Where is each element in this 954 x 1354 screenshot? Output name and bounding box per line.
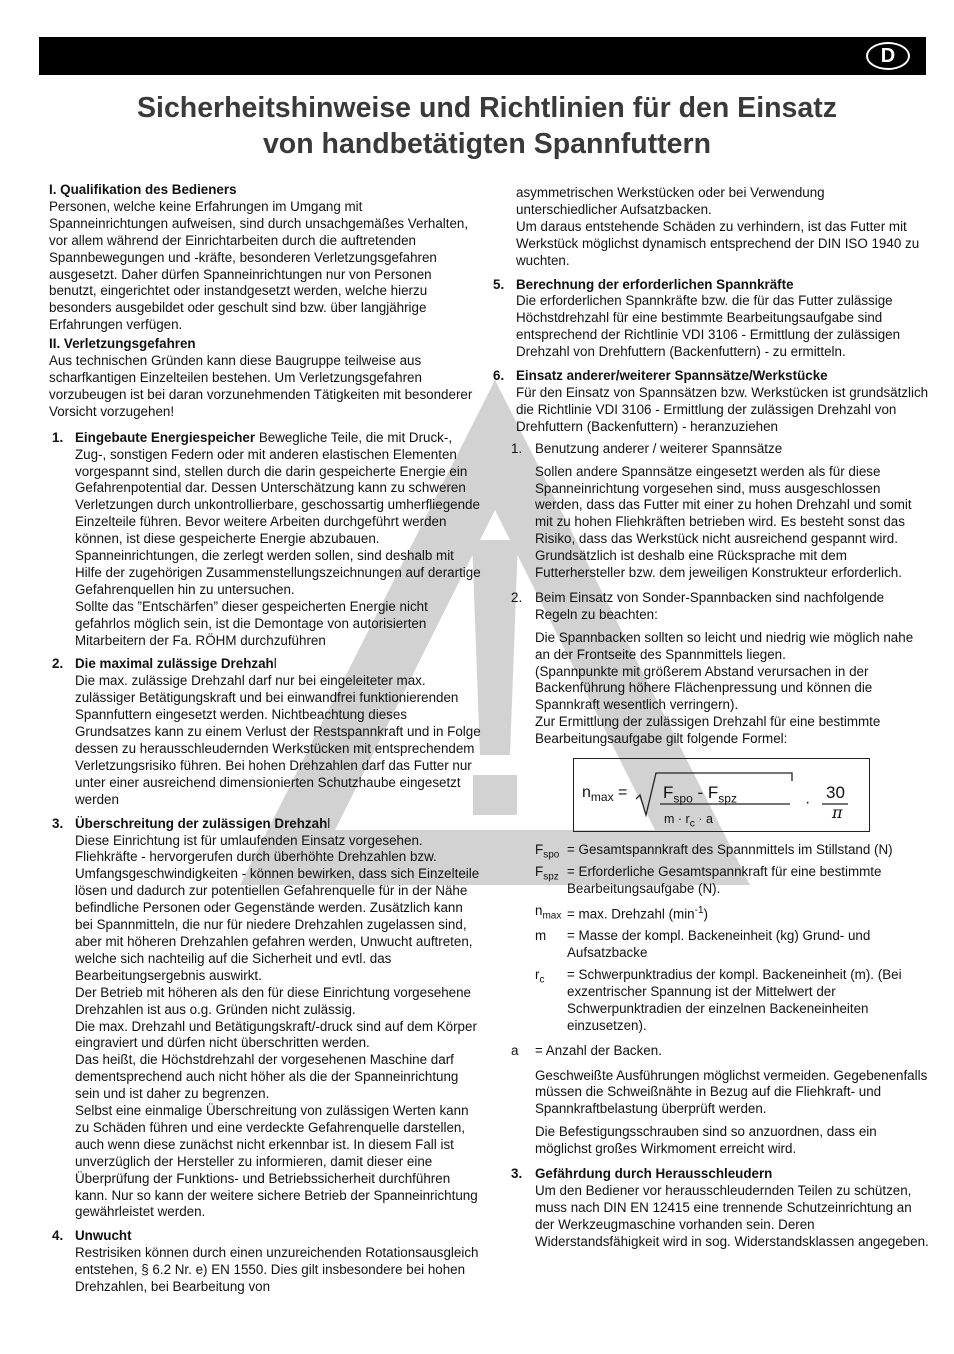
formula-legend <box>493 842 929 1035</box>
page-title <box>80 90 894 162</box>
item-heading: Berechnung der erforderlichen Spannkräfte <box>516 276 794 292</box>
legend-symbol: $F_{spo}$ <box>535 842 560 861</box>
screw-note <box>493 1124 929 1158</box>
item-text: Diese Einrichtung ist für umlaufenden Einsatz vorgesehen. Fliehkräfte - hervorgerufen durch überhöhte Drehzahlen bzw. Umfangsgeschwindigkeiten - können bewirken, dass sich Einzelteile lösen und dadurch zur potentiellen Gefahrenquelle für in der Nähe befindliche Personen oder Gegenstände werden. Zusätzlich kann bei Spannmitteln, die nur für niedere Drehzahlen zugelassen sind, aber mit höheren Drehzahlen gefahren werden, Unwucht auftreten, welche sich nachteilig auf die Sicherheit und evtl. das Bearbeitungsergebnis auswirkt. <box>75 832 480 983</box>
subitem-heading: Beim Einsatz von Sonder-Spannbacken sind nachfolgende Regeln zu beachten: <box>535 589 885 622</box>
legend-entry <box>493 903 929 923</box>
legend-symbol: $n_{max}$ <box>535 902 562 922</box>
item-heading-end: l <box>273 656 277 672</box>
screw-text: Die Befestigungsschrauben sind so anzuordnen, dass ein möglichst großes Wirkmoment erreicht wird. <box>535 1124 877 1157</box>
formula-multiply: · <box>805 794 811 812</box>
item-energy-storage <box>49 430 481 650</box>
subitem-number: 2. <box>511 589 523 605</box>
welding-note <box>493 1068 929 1119</box>
item-number: 3. <box>52 815 64 831</box>
item-clamping-forces <box>493 277 929 362</box>
item-text: Für den Einsatz von Spannsätzen bzw. Werkstücken ist grundsätzlich die Richtlinie VDI 3106 - Ermittlung der zulässigen Drehzahl von Drehfuttern (Backenfuttern) - heranzuziehen <box>516 384 929 434</box>
legend-entry <box>493 967 929 1035</box>
legend-description: = Schwerpunktradius der kompl. Backeneinheit (m). (Bei exzentrischer Spannung ist der Mittelwert der Schwerpunktradien der einzelnen Backeneinheiten einzusetzen). <box>567 967 902 1033</box>
item-text-3: Die max. Drehzahl und Betätigungskraft/-druck sind auf dem Körper eingraviert und dürfen nicht überschritten werden. <box>75 1018 477 1051</box>
section-2-text: Aus technischen Gründen kann diese Baugruppe teilweise aus scharfkantigen Einzelteilen bestehen. Um Verletzungsgefahren vorzubeugen ist bei daran vorzunehmenden Tätigkeiten mit besonderer Vorsicht vorzugehen! <box>49 353 473 419</box>
speed-formula-box <box>573 758 870 832</box>
formula-lhs: $n_{max}$ = <box>582 784 628 805</box>
legend-description: = Gesamtspannkraft des Spannmittels im Stillstand (N) <box>567 842 893 858</box>
item-text: Die erforderlichen Spannkräfte bzw. die für das Futter zulässige Höchstdrehzahl für eine bestimmte Bearbeitungsaufgabe sind entsprechend der Richtlinie VDI 3106 - Ermittlung der zulässigen Drehzahl von Drehfuttern (Backenfuttern) - zu ermitteln. <box>516 293 901 360</box>
subitem-text: Um den Bediener vor herausschleudernden Teilen zu schützen, muss nach DIN EN 12415 eine trennende Schutzeinrichtung an der Werkzeugmaschine vorhanden sein. Deren Widerstandsfähigkeit wird in sog. Widerstandsklassen angegeben. <box>535 1182 929 1249</box>
continued-text-2: Um daraus entstehende Schäden zu verhindern, ist das Futter mit Werkstück möglichst dynamisch entsprechend der DIN ISO 1940 zu wuchten. <box>516 218 920 268</box>
formula-pi: π <box>832 803 843 823</box>
legend-description: = max. Drehzahl $(\min^{-1})$ <box>567 904 708 922</box>
item-text: Restrisiken können durch einen unzureichenden Rotationsausgleich entstehen, § 6.2 Nr. e) EN 1550. Dies gilt insbesondere bei hohen Drehzahlen, bei Bearbeitung von <box>75 1245 479 1295</box>
header-bar <box>39 37 926 75</box>
formula-denominator: $m \cdot r_c \cdot a$ <box>664 812 713 830</box>
legend-description: = Anzahl der Backen. <box>535 1042 662 1058</box>
item-number: 4. <box>52 1228 64 1244</box>
subitem-body <box>493 464 929 582</box>
item-max-speed <box>49 656 481 808</box>
section-1-heading: I. Qualifikation des Bedieners <box>49 182 237 197</box>
subitem-ejection-hazard <box>493 1166 929 1251</box>
item-number: 5. <box>493 276 505 292</box>
language-badge: D <box>866 42 910 70</box>
item-text-4: Das heißt, die Höchstdrehzahl der vorgesehenen Maschine darf dementsprechend auch nicht höher als die der Spanneinrichtung sein und ist daher zu begrenzen. <box>75 1052 459 1102</box>
item-text-2: Sollte das ”Entschärfen” dieser gespeicherten Energie nicht gefahrlos möglich sein, ist die Demontage von autorisierten Mitarbeitern der Fa. RÖHM durchzuführen <box>75 598 428 648</box>
legend-symbol: m <box>535 928 547 944</box>
continued-text: asymmetrischen Werkstücken oder bei Verwendung unterschiedlicher Aufsatzbacken. <box>516 185 825 217</box>
formula-constant: 30 <box>826 783 845 803</box>
formula-numerator: $F_{spo} - F_{spz}$ <box>663 783 737 806</box>
legend-entry <box>493 928 929 962</box>
item-number: 2. <box>52 656 64 672</box>
item-imbalance-continued <box>493 185 929 270</box>
legend-jaw-count <box>493 1043 929 1060</box>
subitem-text-2: Grundsätzlich ist deshalb eine Rücksprache mit dem Futterhersteller bzw. dem jeweiligen Konstrukteur erforderlich. <box>535 548 902 581</box>
legend-symbol: a <box>511 1042 519 1058</box>
item-heading: Die maximal zulässige Drehzah <box>75 656 274 672</box>
left-column <box>49 182 481 1296</box>
subitem-other-jaw-sets <box>493 441 929 458</box>
subitem-number: 3. <box>511 1166 523 1182</box>
item-overspeed <box>49 816 481 1222</box>
legend-symbol: $r_c$ <box>535 967 545 986</box>
item-number: 1. <box>52 429 64 445</box>
item-imbalance <box>49 1228 481 1296</box>
subitem-text: Sollen andere Spannsätze eingesetzt werden als für diese Spanneinrichtung vorgesehen sind, muss ausgeschlossen werden, dass das Futter mit einer zu hohen Drehzahl und somit mit zu hohen Fliehkräften betrieben wird. Es besteht sonst das Risiko, dass das Werkstück nicht ausreichend gespannt wird. <box>535 463 912 547</box>
legend-symbol: $F_{spz}$ <box>535 864 559 883</box>
subitem-text: Die Spannbacken sollten so leicht und niedrig wie möglich nahe an der Frontseite des Spannmittels liegen. <box>535 629 914 662</box>
legend-description: = Masse der kompl. Backeneinheit (kg) Grund- und Aufsatzbacke <box>567 928 871 961</box>
item-heading: Einsatz anderer/weiterer Spannsätze/Werkstücke <box>516 368 828 384</box>
item-text-2: Der Betrieb mit höheren als den für diese Einrichtung vorgesehene Drehzahlen ist aus o.g. Gründen nicht zulässig. <box>75 984 471 1017</box>
item-heading-end: l <box>327 815 331 831</box>
section-1-text: Personen, welche keine Erfahrungen im Umgang mit Spanneinrichtungen aufweisen, sind durch unsachgemäßes Verhalten, vor allem während der Einrichtarbeiten durch die auftretenden Spannbewegungen und -kräfte, besonderen Verletzungsgefahren ausgesetzt. Daher dürfen Spanneinrichtungen nur von Personen benutzt, eingerichtet oder instandgesetzt werden, welche hierzu besonders ausgebildet oder geschult sind bzw. über langjährige Erfahrungen verfügen. <box>49 198 469 333</box>
item-other-jaw-sets <box>493 368 929 436</box>
subitem-body <box>493 630 929 748</box>
subitem-text-3: Zur Ermittlung der zulässigen Drehzahl für eine bestimmte Bearbeitungsaufgabe gilt folgende Formel: <box>535 714 881 747</box>
item-text-5: Selbst eine einmalige Überschreitung von zulässigen Werten kann zu Schäden führen und eine verdeckte Gefahrenquelle darstellen, auch wenn diese zunächst nicht erkennbar ist. In diesem Fall ist unverzüglich der Hersteller zu informieren, damit dieser eine Überprüfung der Funktions- und Betriebssicherheit durchführen kann. Nur so kann der weitere sichere Betrieb der Spanneinrichtung gewährleistet werden. <box>75 1103 478 1220</box>
legend-entry <box>493 842 929 859</box>
subitem-special-jaws <box>493 590 929 624</box>
subitem-heading: Benutzung anderer / weiterer Spannsätze <box>535 440 783 456</box>
item-heading: Unwucht <box>75 1228 132 1244</box>
item-number: 6. <box>493 368 505 384</box>
title-line-1: Sicherheitshinweise und Richtlinien für den Einsatz <box>137 92 837 124</box>
right-column <box>493 185 929 1251</box>
item-heading: Überschreitung der zulässigen Drehzah <box>75 815 328 831</box>
welding-text: Geschweißte Ausführungen möglichst vermeiden. Gegebenenfalls müssen die Schweißnähte in Bezug auf die Fliehkraft- und Spannkraftbelastung überprüft werden. <box>535 1067 928 1117</box>
item-text: Bewegliche Teile, die mit Druck-, Zug-, sonstigen Federn oder mit anderen elastischen Elementen vorgespannt sind, stellen durch die darin gespeicherte Energie ein Gefahrenpotential dar. Dessen Unterschätzung kann zu schweren Verletzungen durch unkontrollierbare, geschossartig umherfliegende Einzelteile führen. Bevor weitere Arbeiten durchgeführt werden können, ist diese gespeicherte Energie abzubauen. Spanneinrichtungen, die zerlegt werden sollen, sind deshalb mit Hilfe der zugehörigen Zusammenstellungszeichnungen auf derartige Gefahrenquellen hin zu untersuchen. <box>75 429 481 597</box>
legend-description: = Erforderliche Gesamtspannkraft für eine bestimmte Bearbeitungsaufgabe (N). <box>567 864 882 896</box>
subitem-number: 1. <box>511 440 523 456</box>
subitem-heading: Gefährdung durch Herausschleudern <box>535 1166 773 1182</box>
item-text: Die max. zulässige Drehzahl darf nur bei eingeleiteter max. zulässiger Betätigungskraft und bei einwandfrei funktionierenden Spannfuttern eingesetzt werden. Nichtbeachtung dieses Grundsatzes kann zu einem Verlust der Restspannkraft und in Folge dessen zu herausschleudernden Werkstücken mit entsprechendem Verletzungsrisiko führen. Bei hohen Drehzahlen darf das Futter nur unter einer ausreichend dimensionierten Schutzhaube eingesetzt werden <box>75 673 481 807</box>
legend-entry <box>493 864 929 898</box>
title-line-2: von handbetätigten Spannfuttern <box>262 128 712 160</box>
item-heading: Eingebaute Energiespeicher <box>75 429 256 445</box>
section-2-heading: II. Verletzungsgefahren <box>49 336 196 352</box>
subitem-text-2: (Spannpunkte mit größerem Abstand verursachen in der Backenführung höhere Flächenpressung und können die Spannkraft wesentlich verringern). <box>535 663 873 713</box>
